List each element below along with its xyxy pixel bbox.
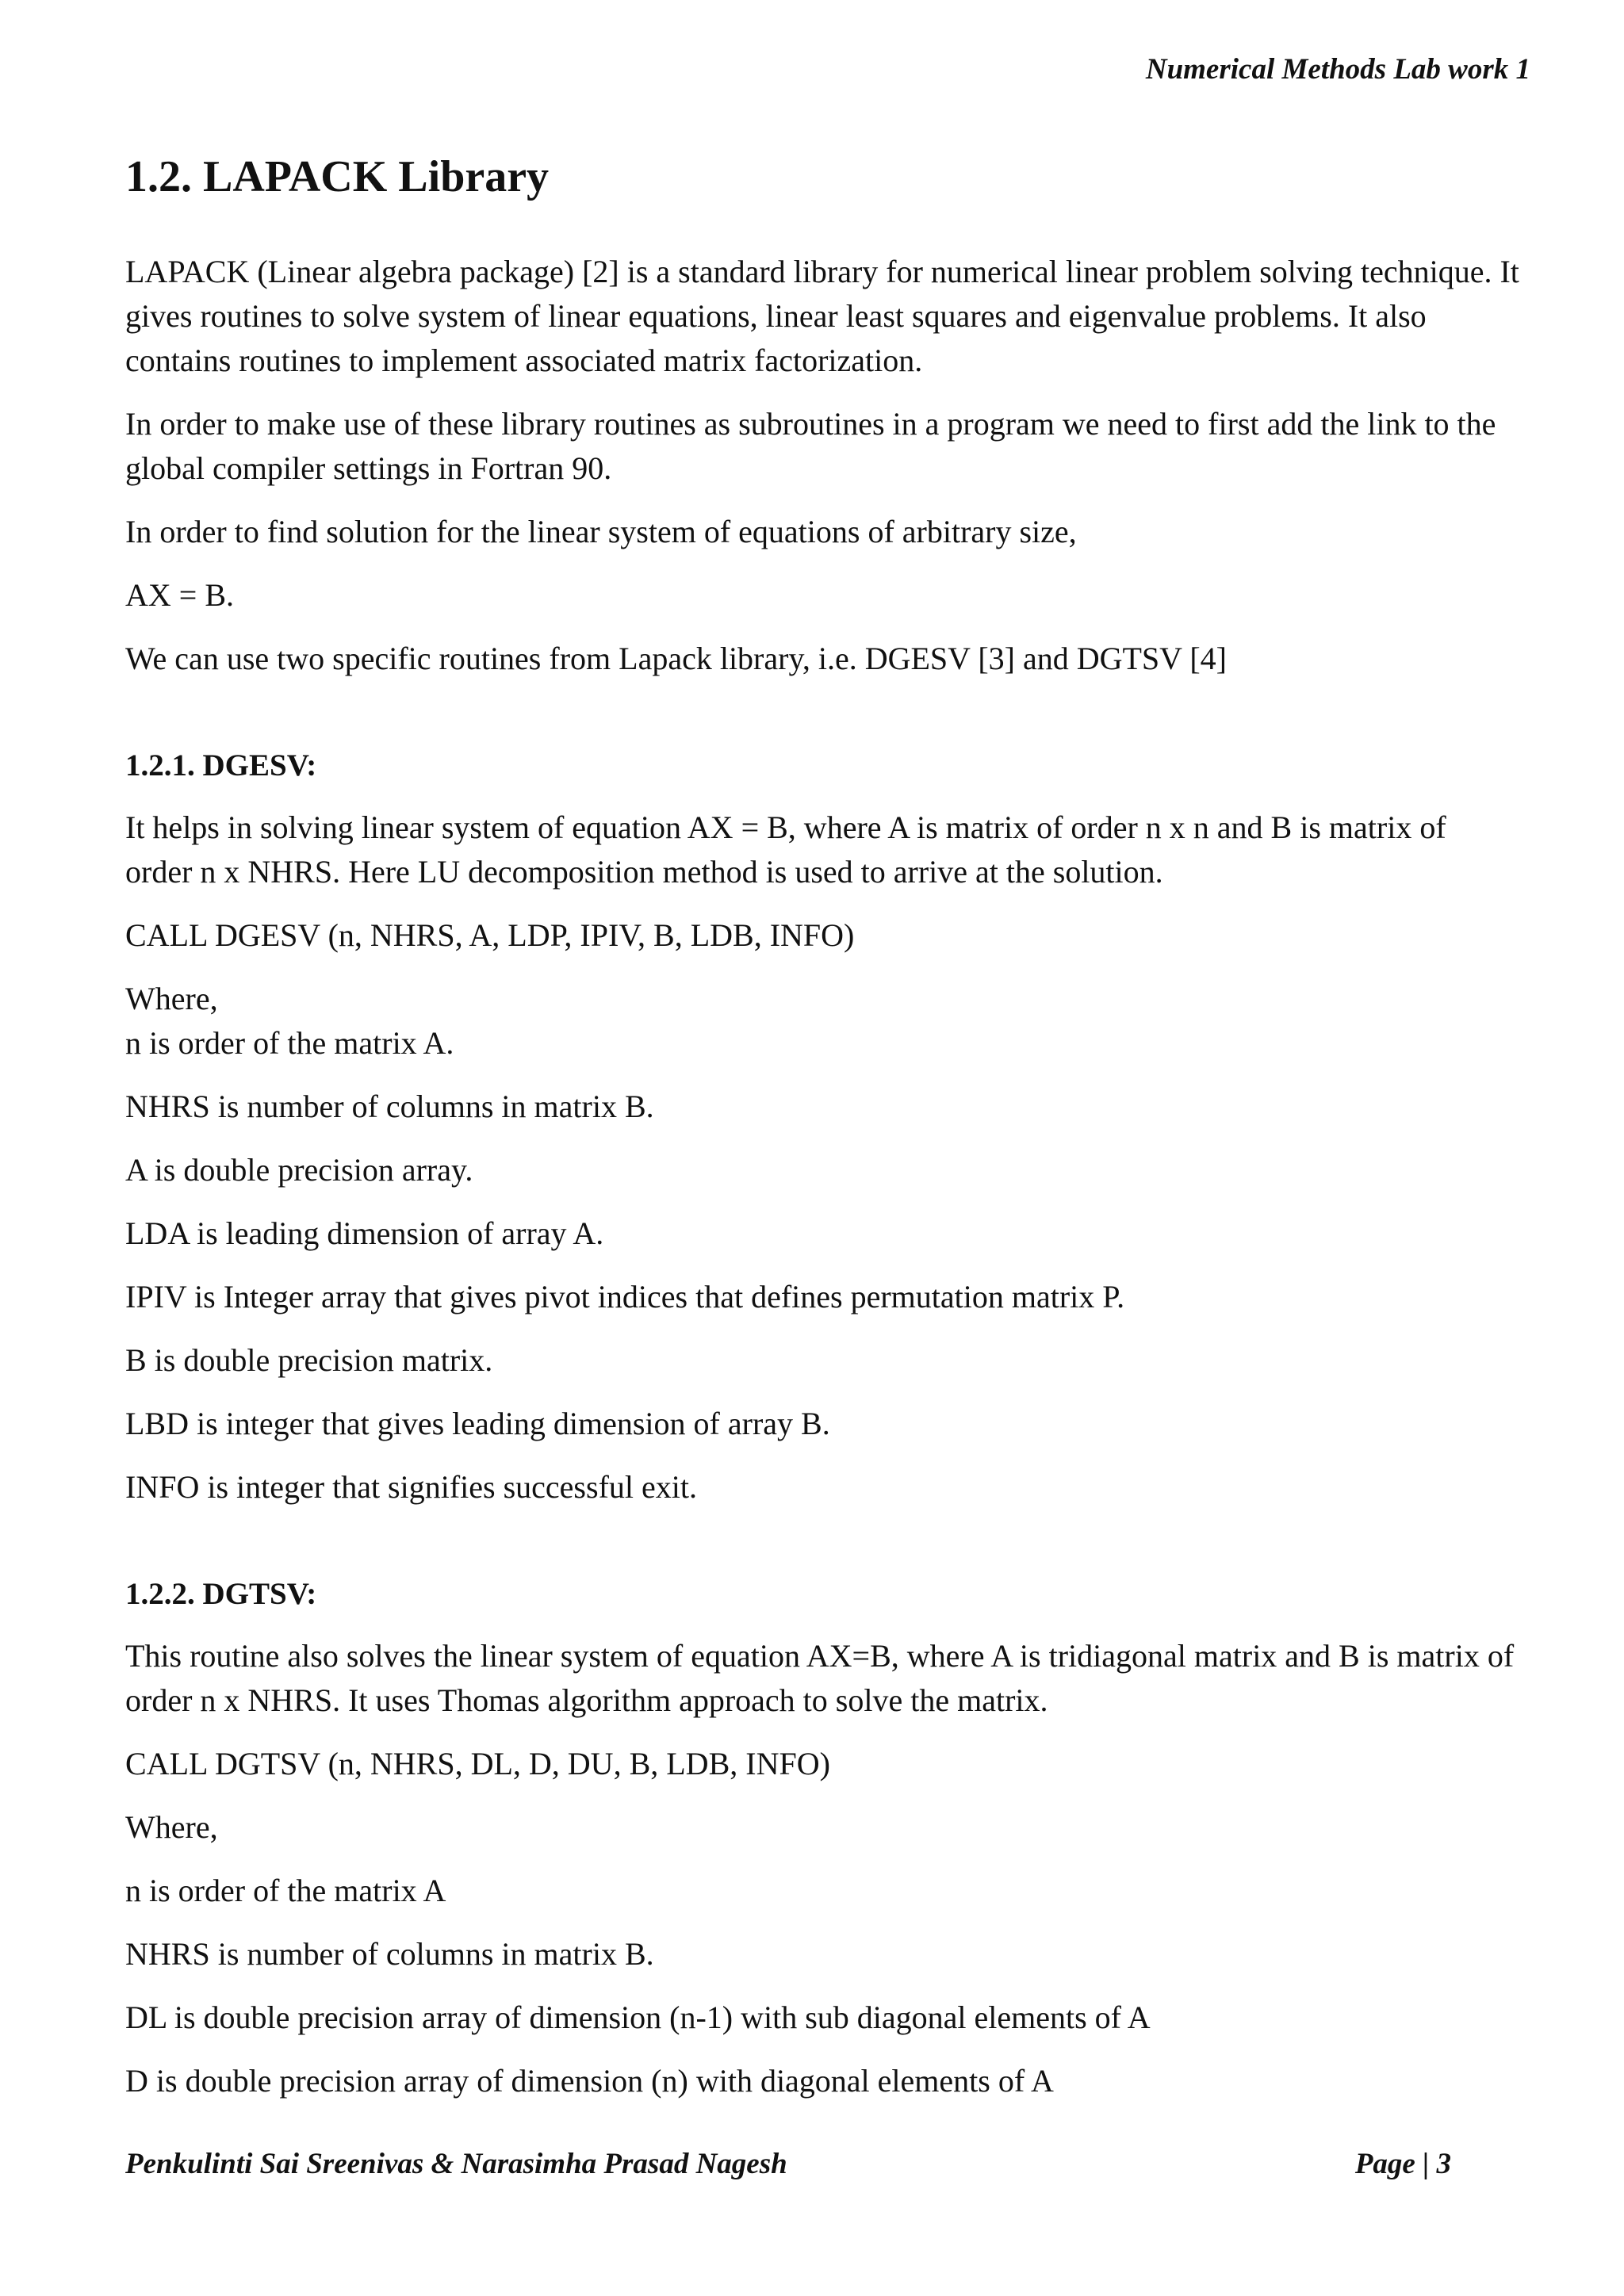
running-header: Numerical Methods Lab work 1 bbox=[1145, 53, 1530, 86]
dgtsv-where: Where, bbox=[125, 1808, 218, 1845]
dgtsv-title: 1.2.2. DGTSV: bbox=[125, 1576, 317, 1611]
dgtsv-param: NHRS is number of columns in matrix B. bbox=[125, 1935, 654, 1972]
intro-paragraph: In order to find solution for the linear system of equations of arbitrary size, bbox=[125, 514, 1077, 550]
dgesv-param: LBD is integer that gives leading dimension of array B. bbox=[125, 1405, 830, 1441]
dgesv-param: INFO is integer that signifies successful exit. bbox=[125, 1468, 697, 1505]
equation-text: AX = B. bbox=[125, 577, 235, 614]
page-footer bbox=[125, 2147, 1451, 2181]
dgtsv-param: DL is double precision array of dimension (n-1) with sub diagonal elements of A bbox=[125, 1999, 1151, 2035]
dgesv-description: It helps in solving linear system of equation AX = B, where A is matrix of order n x n and B is matrix of order n x NHRS. Here LU decomposition method is used to arrive at the solution. bbox=[125, 809, 1446, 890]
dgtsv-call: CALL DGTSV (n, NHRS, DL, D, DU, B, LDB, INFO) bbox=[125, 1745, 830, 1781]
dgesv-param: LDA is leading dimension of array A. bbox=[125, 1215, 604, 1251]
page-number: Page | 3 bbox=[1354, 2148, 1451, 2180]
dgesv-param: B is double precision matrix. bbox=[125, 1341, 493, 1378]
dgtsv-param: D is double precision array of dimension (n) with diagonal elements of A bbox=[125, 2062, 1054, 2099]
dgtsv-param: n is order of the matrix A bbox=[125, 1872, 446, 1908]
dgesv-where: Where, bbox=[125, 980, 218, 1016]
dgesv-param: n is order of the matrix A. bbox=[125, 1024, 454, 1061]
intro-paragraph: In order to make use of these library routines as subroutines in a program we need to first add the link to the global compiler settings in Fortran 90. bbox=[125, 406, 1496, 487]
dgesv-call: CALL DGESV (n, NHRS, A, LDP, IPIV, B, LDB, INFO) bbox=[125, 916, 855, 953]
dgesv-param: IPIV is Integer array that gives pivot indices that defines permutation matrix P. bbox=[125, 1278, 1125, 1314]
intro-paragraph: LAPACK (Linear algebra package) [2] is a standard library for numerical linear problem solving technique. It gives routines to solve system of linear equations, linear least squares and eigenvalue problems. It also contains routines to implement associated matrix factorization. bbox=[125, 254, 1519, 379]
section-title: 1.2. LAPACK Library bbox=[125, 152, 550, 201]
intro-paragraph: We can use two specific routines from Lapack library, i.e. DGESV [3] and DGTSV [4] bbox=[125, 641, 1227, 677]
dgesv-param: A is double precision array. bbox=[125, 1151, 473, 1188]
dgesv-title: 1.2.1. DGESV: bbox=[125, 748, 317, 783]
footer-authors: Penkulinti Sai Sreenivas & Narasimha Prasad Nagesh bbox=[125, 2148, 787, 2180]
dgesv-param: NHRS is number of columns in matrix B. bbox=[125, 1088, 654, 1124]
page-content bbox=[125, 151, 1521, 2103]
dgtsv-description: This routine also solves the linear system of equation AX=B, where A is tridiagonal matrix and B is matrix of order n x NHRS. It uses Thomas algorithm approach to solve the matrix. bbox=[125, 1637, 1515, 1718]
